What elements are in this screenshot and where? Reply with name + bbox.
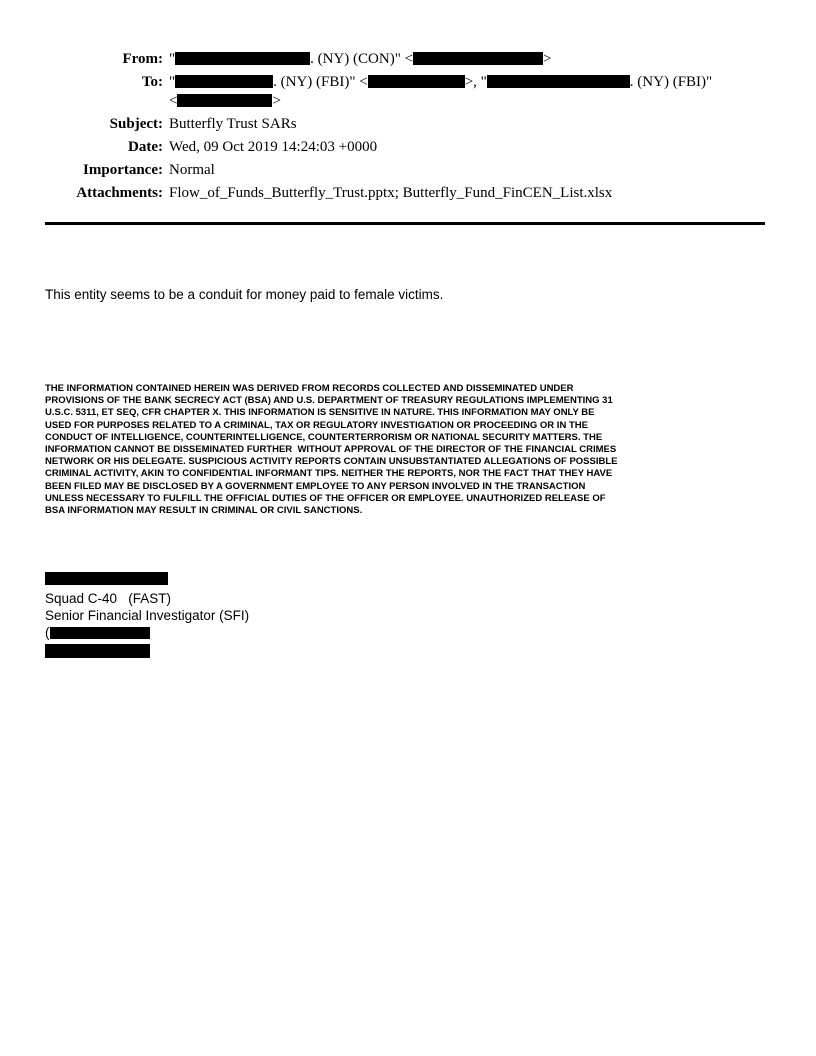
signature-block [45,572,249,658]
bsa-disclaimer: THE INFORMATION CONTAINED HEREIN WAS DERIVED FROM RECORDS COLLECTED AND DISSEMINATED UNDER PROVISIONS OF THE BANK SECRECY ACT (BSA) AND U.S. DEPARTMENT OF TREASURY REGULATIONS IMPLEMENTING 31 U.S.C. 5311, ET SEQ, CFR CHAPTER X. THIS INFORMATION IS SENSITIVE IN NATURE. THIS INFORMATION MAY ONLY BE USED FOR PURPOSES RELATED TO A CRIMINAL, TAX OR REGULATORY INVESTIGATION OR PROCEEDING OR IN THE CONDUCT OF INTELLIGENCE, COUNTERINTELLIGENCE, COUNTERTERRORISM OR NATIONAL SECURITY MATTERS. THE INFORMATION CANNOT BE DISSEMINATED FURTHER WITHOUT APPROVAL OF THE DIRECTOR OF THE FINANCIAL CRIMES NETWORK OR HIS DELEGATE. SUSPICIOUS ACTIVITY REPORTS CONTAIN UNSUBSTANTIATED ALLEGATIONS OF POSSIBLE CRIMINAL ACTIVITY, AKIN TO CONFIDENTIAL INFORMANT TIPS. NEITHER THE REPORTS, NOR THE FACT THAT THEY HAVE BEEN FILED MAY BE DISCLOSED BY A GOVERNMENT EMPLOYEE TO ANY PERSON INVOLVED IN THE TRANSACTION UNLESS NECESSARY TO FULFILL THE OFFICIAL DUTIES OF THE OFFICER OR EMPLOYEE. UNAUTHORIZED RELEASE OF BSA INFORMATION MAY RESULT IN CRIMINAL OR CIVIL SANCTIONS. [45,383,621,517]
header-row-from [45,50,745,73]
redaction-bar-from-address [413,52,543,65]
header-body-divider [45,222,765,225]
from-label: From: [122,51,163,67]
subject-value: Butterfly Trust SARs [169,116,297,132]
from-value [163,50,745,73]
header-row-subject [45,115,745,138]
importance-label: Importance: [83,162,163,178]
to-open-quote: " [169,74,176,90]
header-row-to [45,73,745,115]
to-between: >, " [464,74,487,90]
date-value: Wed, 09 Oct 2019 14:24:03 +0000 [169,139,378,155]
to-after-name2: . (NY) (FBI)" [629,74,713,90]
redaction-bar-to-address1 [368,75,465,88]
redaction-bar-signature-phone [50,627,150,639]
redaction-bar-to-name2 [487,75,630,88]
redaction-bar-signature-email [45,644,150,658]
redaction-bar-to-name1 [175,75,273,88]
redaction-bar-from-name [175,52,310,65]
signature-title: Senior Financial Investigator (SFI) [45,608,250,623]
email-header [45,50,745,207]
to-after-name1: . (NY) (FBI)" < [273,74,368,90]
subject-label: Subject: [109,116,163,132]
redaction-bar-signature-name [45,572,168,585]
to-line2-close: > [272,93,281,109]
to-line2-open: < [169,93,178,109]
to-label: To: [141,74,163,90]
from-after-name: . (NY) (CON)" < [310,51,414,67]
redaction-bar-to-address2 [177,94,272,107]
signature-phone-open-paren: ( [45,625,50,640]
signature-squad: Squad C-40 (FAST) [45,591,172,606]
header-row-date [45,138,745,161]
header-row-importance [45,161,745,184]
header-row-attachments [45,184,745,207]
date-label: Date: [128,139,163,155]
signature-phone-line [45,624,249,641]
attachments-value: Flow_of_Funds_Butterfly_Trust.pptx; Butterfly_Fund_FinCEN_List.xlsx [169,185,613,201]
from-close: > [543,51,552,67]
email-body-message: This entity seems to be a conduit for money paid to female victims. [45,287,444,302]
to-value [163,73,745,115]
from-open-quote: " [169,51,176,67]
attachments-label: Attachments: [76,185,163,201]
importance-value: Normal [169,162,215,178]
